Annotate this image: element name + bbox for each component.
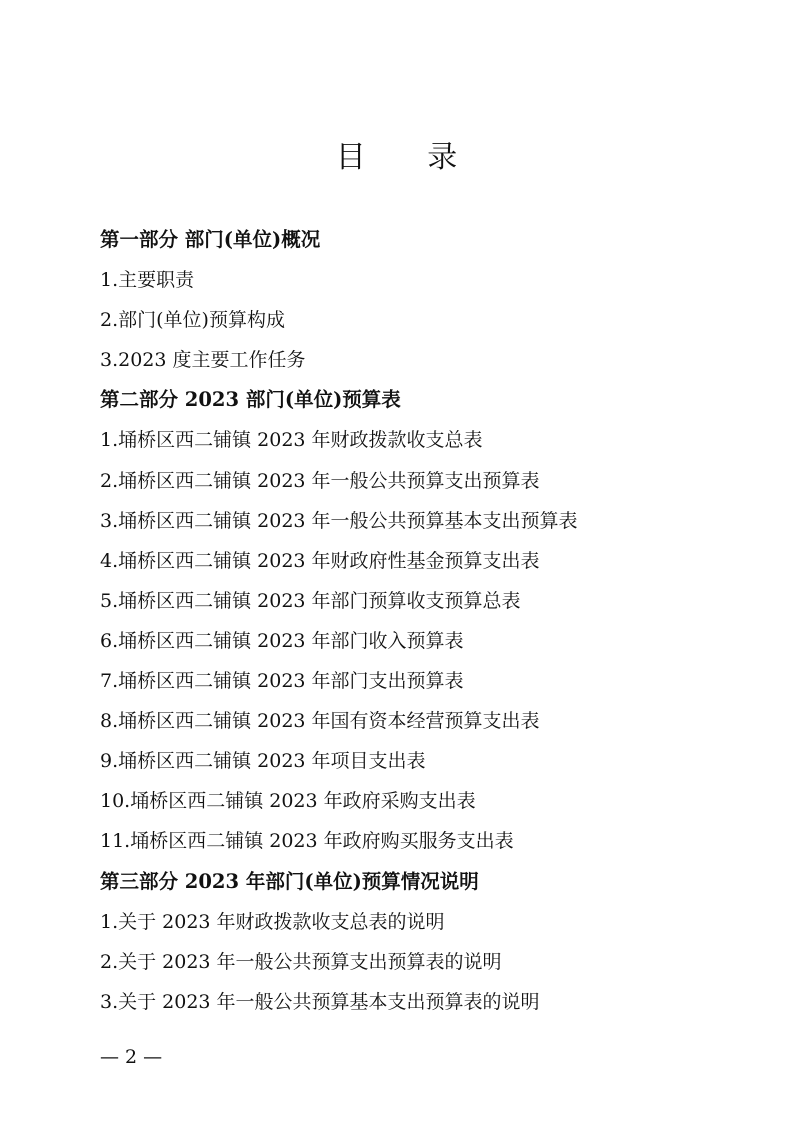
toc-entry: 1.主要职责 (100, 269, 195, 292)
page-number: — 2 — (100, 1046, 163, 1068)
toc-entry: 1.关于 2023 年财政拨款收支总表的说明 (100, 910, 445, 933)
toc-entry: 10.埇桥区西二铺镇 2023 年政府采购支出表 (100, 790, 476, 813)
toc-entry: 3.关于 2023 年一般公共预算基本支出预算表的说明 (100, 990, 540, 1013)
toc-entry: 9.埇桥区西二铺镇 2023 年项目支出表 (100, 750, 426, 773)
toc-entry: 5.埇桥区西二铺镇 2023 年部门预算收支预算总表 (100, 589, 521, 612)
toc-entry: 3.2023 度主要工作任务 (100, 349, 306, 372)
toc-section-heading: 第二部分 2023 部门(单位)预算表 (100, 388, 401, 412)
toc-entry: 7.埇桥区西二铺镇 2023 年部门支出预算表 (100, 670, 464, 693)
toc-entry: 2.关于 2023 年一般公共预算支出预算表的说明 (100, 950, 502, 973)
toc-entry: 1.埇桥区西二铺镇 2023 年财政拨款收支总表 (100, 429, 483, 452)
page-title: 目 录 (335, 140, 484, 175)
toc-entry: 11.埇桥区西二铺镇 2023 年政府购买服务支出表 (100, 830, 514, 853)
toc-entry: 3.埇桥区西二铺镇 2023 年一般公共预算基本支出预算表 (100, 509, 578, 532)
toc-entry: 2.埇桥区西二铺镇 2023 年一般公共预算支出预算表 (100, 469, 540, 492)
toc-entry: 6.埇桥区西二铺镇 2023 年部门收入预算表 (100, 629, 464, 652)
toc-entry: 2.部门(单位)预算构成 (100, 309, 285, 332)
table-of-contents (100, 220, 760, 1022)
toc-section-heading: 第三部分 2023 年部门(单位)预算情况说明 (100, 869, 479, 893)
toc-section-heading: 第一部分 部门(单位)概况 (100, 228, 321, 251)
toc-entry: 4.埇桥区西二铺镇 2023 年财政府性基金预算支出表 (100, 549, 540, 572)
toc-entry: 8.埇桥区西二铺镇 2023 年国有资本经营预算支出表 (100, 710, 540, 733)
